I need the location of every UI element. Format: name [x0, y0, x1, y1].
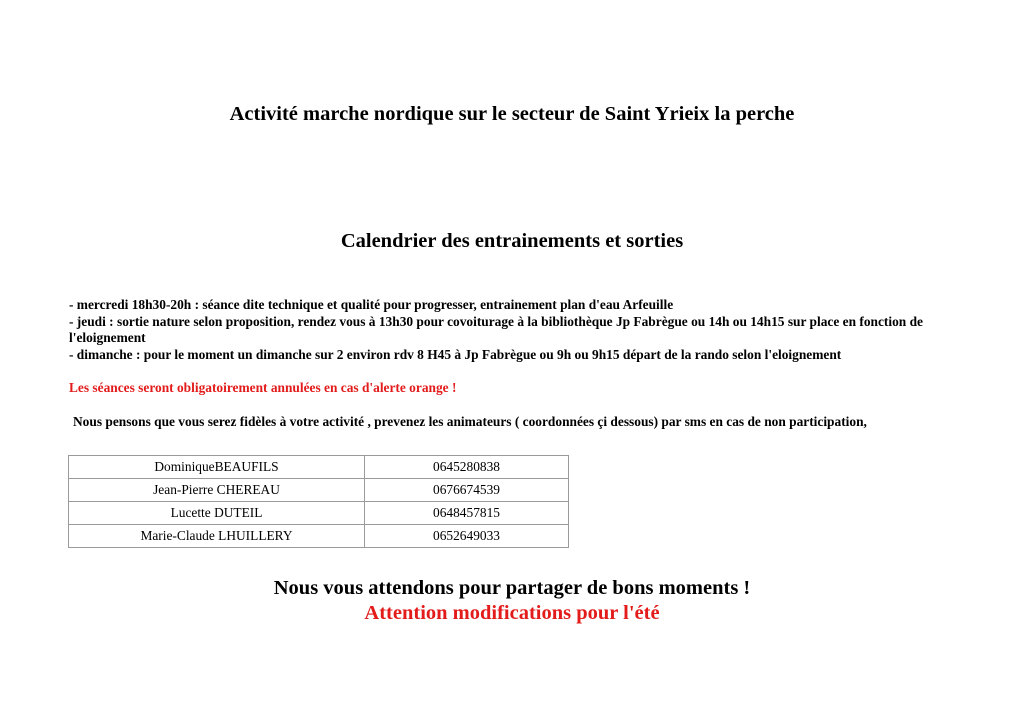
table-row: [69, 525, 569, 548]
contact-phone: 0648457815: [365, 502, 569, 525]
contact-name: Lucette DUTEIL: [69, 502, 365, 525]
schedule-item-thursday: - jeudi : sortie nature selon proposition, rendez vous à 13h30 pour covoiturage à la bibliothèque Jp Fabrègue ou 14h ou 14h15 sur place en fonction de l'eloignement: [69, 313, 923, 345]
page-title: Activité marche nordique sur le secteur de Saint Yrieix la perche: [229, 103, 795, 125]
schedule-list: [69, 297, 949, 363]
table-row: [69, 456, 569, 479]
contact-phone: 0676674539: [365, 479, 569, 502]
contact-phone: 0645280838: [365, 456, 569, 479]
contact-name: Jean-Pierre CHEREAU: [69, 479, 365, 502]
summer-changes-warning: Attention modifications pour l'été: [364, 602, 660, 624]
participation-notice: Nous pensons que vous serez fidèles à votre activité , prevenez les animateurs ( coordonnées çi dessous) par sms en cas de non participation,: [73, 414, 867, 429]
schedule-item-wednesday: - mercredi 18h30-20h : séance dite technique et qualité pour progresser, entrainement plan d'eau Arfeuille: [69, 297, 674, 312]
contact-name: Marie-Claude LHUILLERY: [69, 525, 365, 548]
contacts-table: [68, 455, 569, 548]
contact-name: DominiqueBEAUFILS: [69, 456, 365, 479]
calendar-heading: Calendrier des entrainements et sorties: [340, 230, 684, 252]
schedule-item-sunday: - dimanche : pour le moment un dimanche sur 2 environ rdv 8 H45 à Jp Fabrègue ou 9h ou 9h15 départ de la rando selon l'eloignement: [69, 346, 842, 362]
contact-phone: 0652649033: [365, 525, 569, 548]
closing-message: Nous vous attendons pour partager de bons moments !: [273, 577, 751, 599]
cancellation-alert: Les séances seront obligatoirement annulées en cas d'alerte orange !: [69, 380, 457, 395]
table-row: [69, 479, 569, 502]
table-row: [69, 502, 569, 525]
